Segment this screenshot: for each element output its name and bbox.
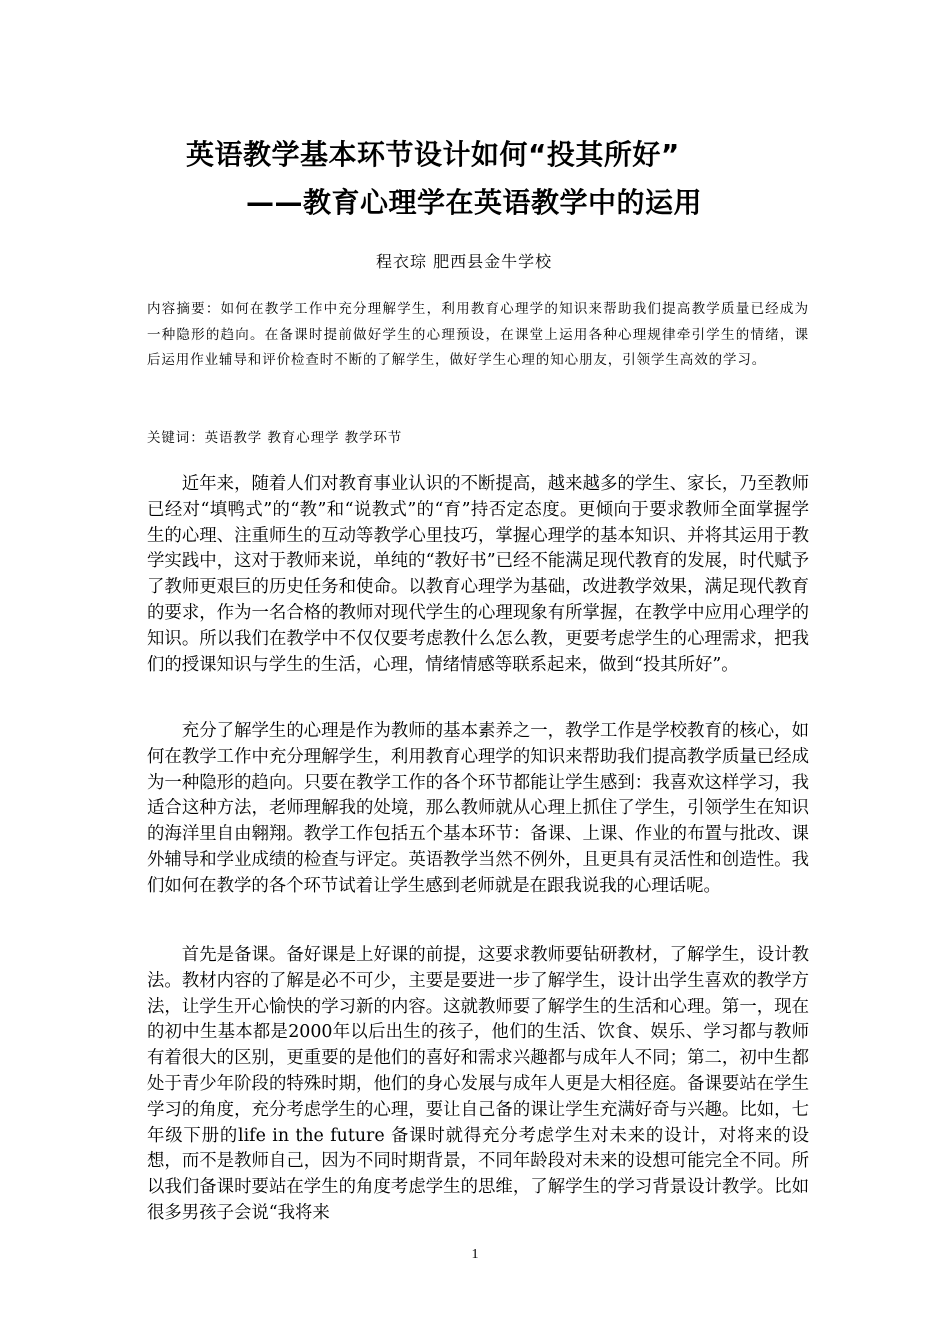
document-title: 英语教学基本环节设计如何“投其所好” xyxy=(186,138,680,171)
body-paragraph-2: 充分了解学生的心理是作为教师的基本素养之一，教学工作是学校教育的核心，如何在教学工作中充分理解学生，利用教育心理学的知识来帮助我们提高教学质量已经成为一种隐形的趋向。只要在教学工作的各个环节都能让学生感到：我喜欢这样学习，我适合这种方法，老师理解我的处境，那么教师就从心理上抓住了学生，引领学生在知识的海洋里自由翱翔。教学工作包括五个基本环节：备课、上课、作业的布置与批改、课外辅导和学业成绩的检查与评定。英语教学当然不例外，且更具有灵活性和创造性。我们如何在教学的各个环节试着让学生感到老师就是在跟我说我的心理话呢。 xyxy=(147,721,809,896)
document-subtitle: ——教育心理学在英语教学中的运用 xyxy=(246,186,703,219)
author-line: 程衣琮 肥西县金牛学校 xyxy=(376,252,553,271)
abstract: 内容摘要：如何在教学工作中充分理解学生，利用教育心理学的知识来帮助我们提高教学质量已经成为一种隐形的趋向。在备课时提前做好学生的心理预设，在课堂上运用各种心理规律牵引学生的情绪，课后运用作业辅导和评价检查时不断的了解学生，做好学生心理的知心朋友，引领学生高效的学习。 xyxy=(147,301,809,368)
keywords: 关键词：英语教学 教育心理学 教学环节 xyxy=(147,430,403,446)
body-paragraph-1: 近年来，随着人们对教育事业认识的不断提高，越来越多的学生、家长，乃至教师已经对“填鸭式”的“教”和“说教式”的“育”持否定态度。更倾向于要求教师全面掌握学生的心理、注重师生的互动等教学心里技巧，掌握心理学的基本知识、并将其运用于教学实践中，这对于教师来说，单纯的“教好书”已经不能满足现代教育的发展，时代赋予了教师更艰巨的历史任务和使命。以教育心理学为基础，改进教学效果，满足现代教育的要求，作为一名合格的教师对现代学生的心理现象有所掌握，在教学中应用心理学的知识。所以我们在教学中不仅仅要考虑教什么怎么教，更要考虑学生的心理需求，把我们的授课知识与学生的生活，心理，情绪情感等联系起来，做到“投其所好”。 xyxy=(147,474,809,675)
page-number: 1 xyxy=(471,1247,479,1262)
body-paragraph-3: 首先是备课。备好课是上好课的前提，这要求教师要钻研教材，了解学生，设计教法。教材内容的了解是必不可少，主要是要进一步了解学生，设计出学生喜欢的教学方法，让学生开心愉快的学习新的内容。这就教师要了解学生的生活和心理。第一，现在的初中生基本都是2000年以后出生的孩子，他们的生活、饮食、娱乐、学习都与教师有着很大的区别，更重要的是他们的喜好和需求兴趣都与成年人不同；第二，初中生都处于青少年阶段的特殊时期，他们的身心发展与成年人更是大相径庭。备课要站在学生学习的角度，充分考虑学生的心理，要让自己备的课让学生充满好奇与兴趣。比如，七年级下册的life in the future 备课时就得充分考虑学生对未来的设计，对将来的设想，而不是教师自己，因为不同时期背景，不同年龄段对未来的设想可能完全不同。所以我们备课时要站在学生的角度考虑学生的思维，了解学生的学习背景设计教学。比如很多男孩子会说“我将来 xyxy=(147,945,809,1223)
